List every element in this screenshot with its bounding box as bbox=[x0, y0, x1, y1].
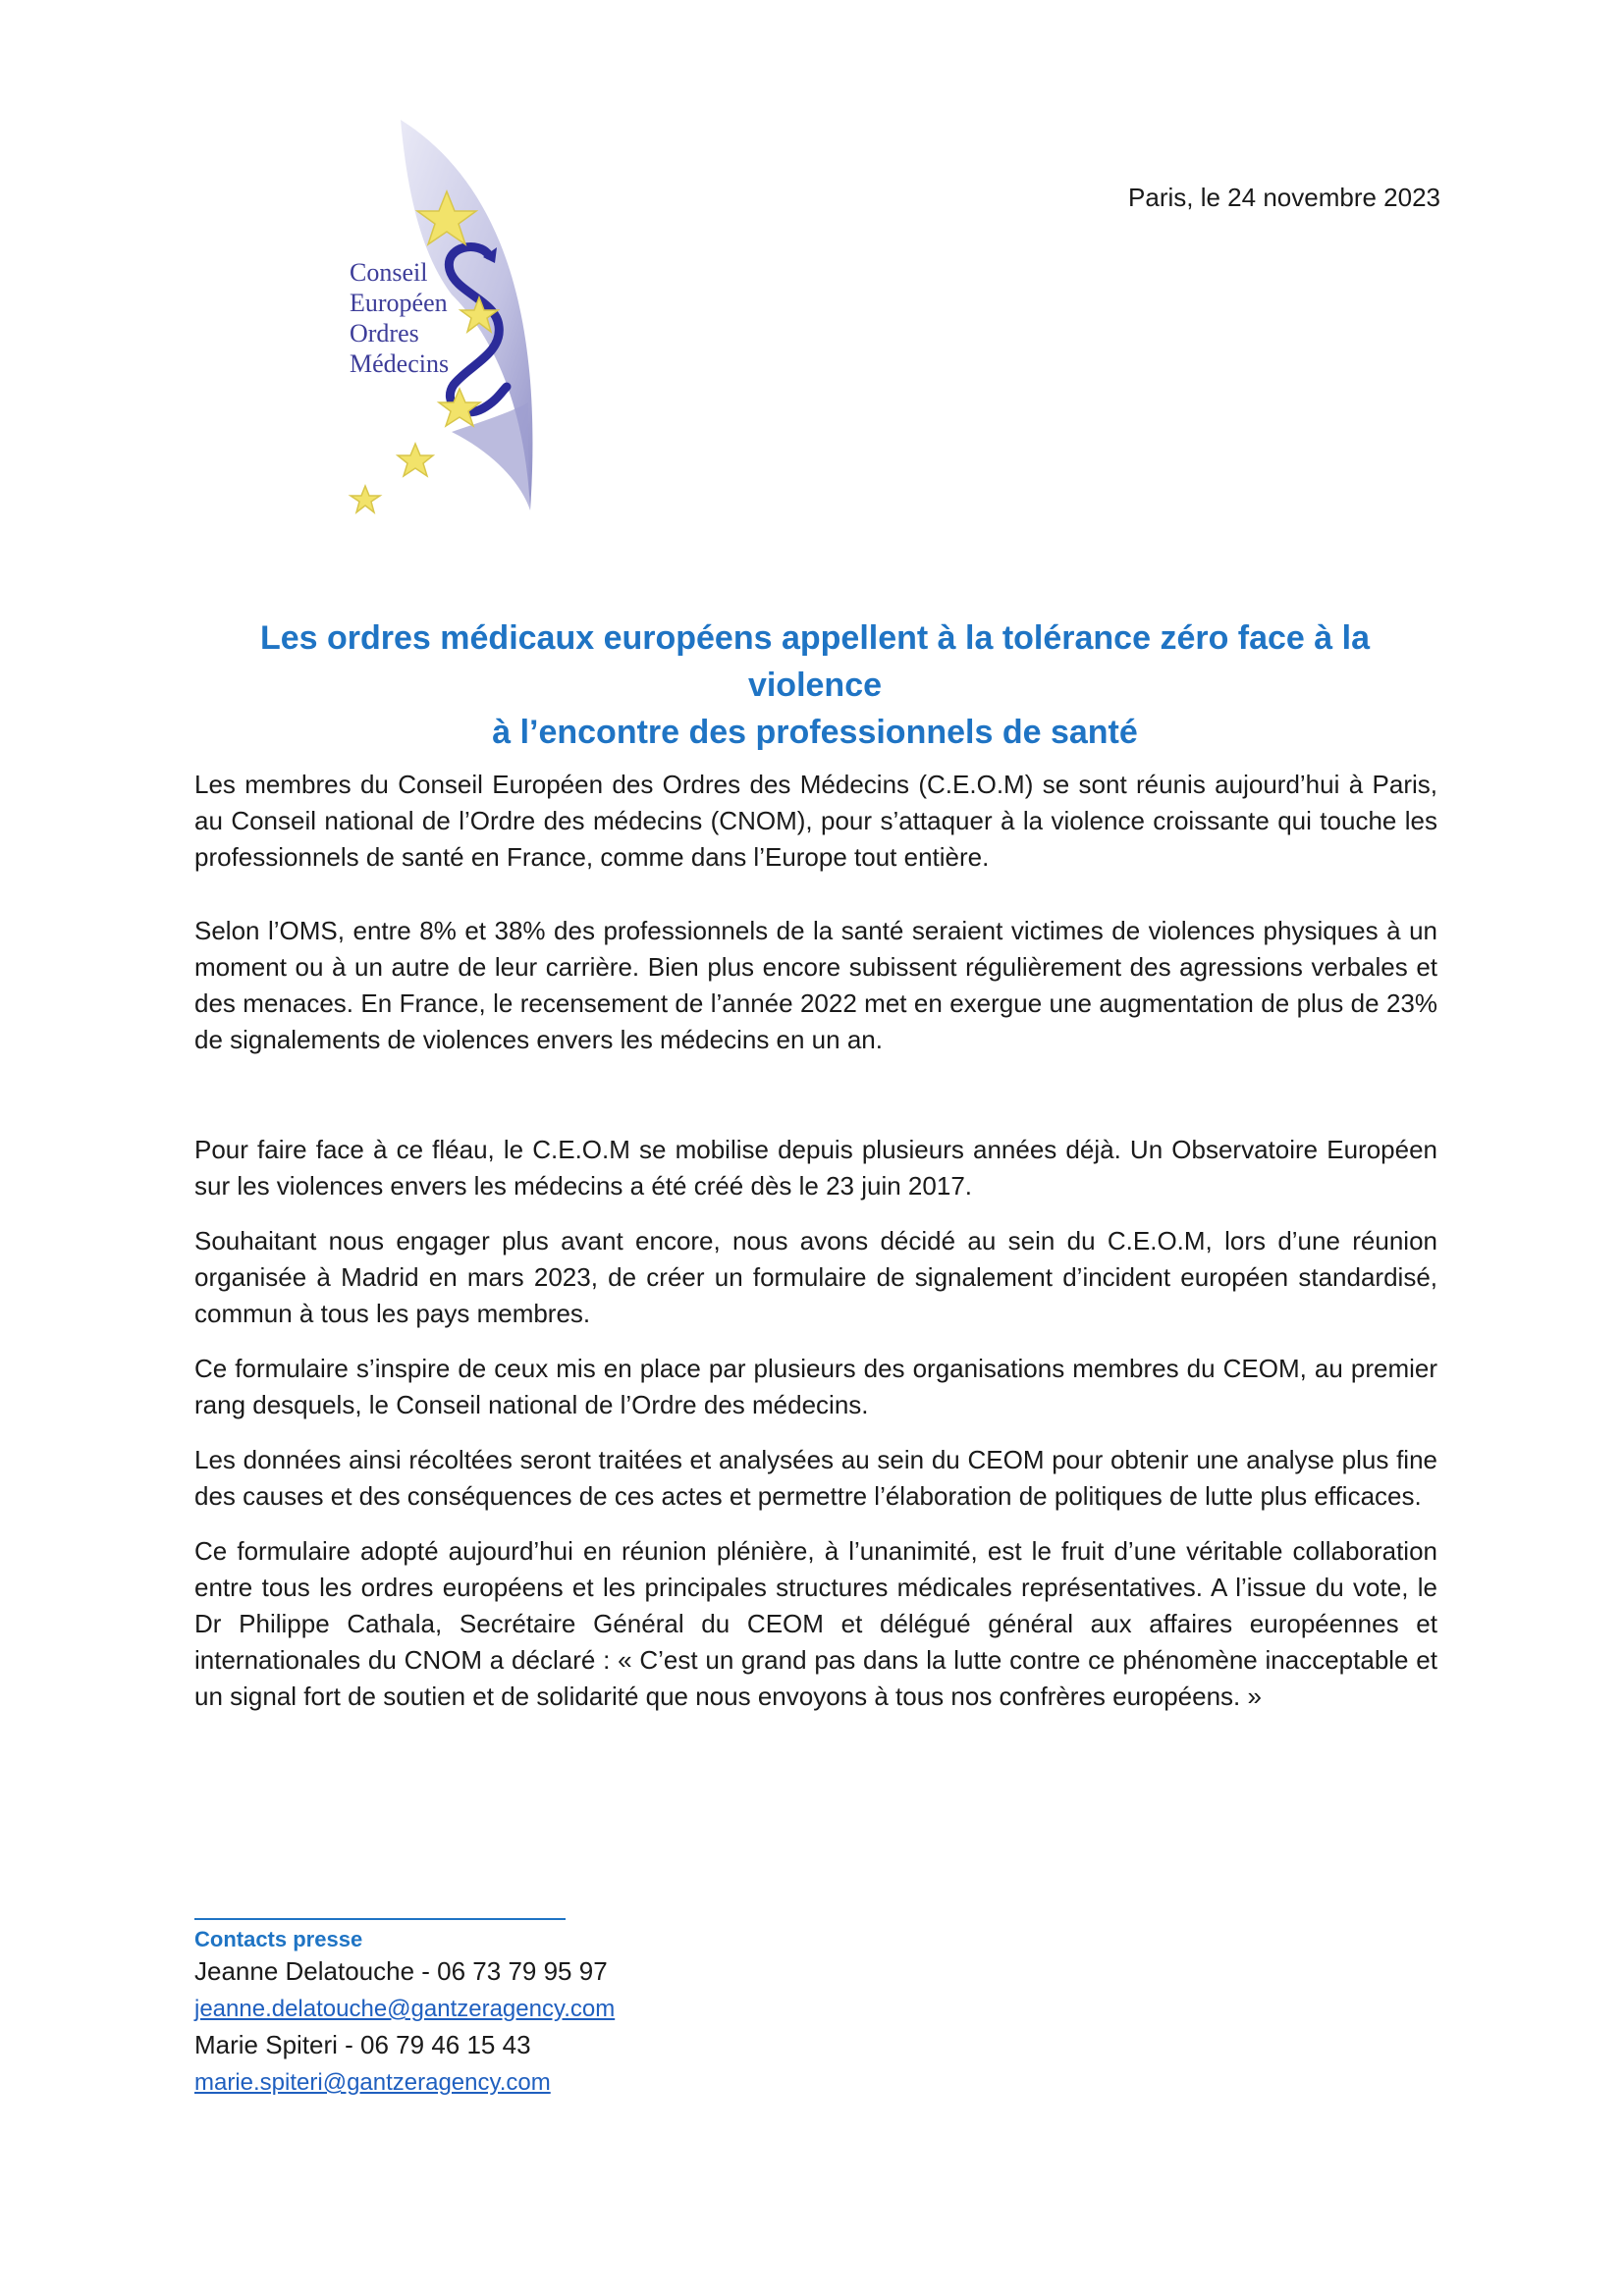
logo-wordmark bbox=[350, 257, 449, 379]
star-icon bbox=[439, 389, 480, 426]
contact-row bbox=[194, 2027, 882, 2101]
press-contacts bbox=[194, 1918, 882, 2101]
title-line-1: Les ordres médicaux européens appellent à la tolérance zéro face à la violence bbox=[259, 619, 1371, 704]
body-paragraph: Les données ainsi récoltées seront traitées et analysées au sein du CEOM pour obtenir une analyse plus fine des causes et des conséquences de ces actes et permettre l’élaboration de politiques de lutte plus efficaces. bbox=[194, 1445, 1437, 1511]
press-release-body bbox=[194, 767, 1437, 1715]
date-line: Paris, le 24 novembre 2023 bbox=[1128, 183, 1440, 212]
body-paragraph: Les membres du Conseil Européen des Ordres des Médecins (C.E.O.M) se sont réunis aujourd’hui à Paris, au Conseil national de l’Ordre des médecins (CNOM), pour s’attaquer à la violence croissante qui touche les professionnels de santé en France, comme dans l’Europe tout entière. bbox=[194, 770, 1437, 872]
star-icon bbox=[398, 444, 433, 476]
body-paragraph: Ce formulaire s’inspire de ceux mis en place par plusieurs des organisations membres du CEOM, au premier rang desquels, le Conseil national de l’Ordre des médecins. bbox=[194, 1354, 1437, 1419]
logo-line: Européen bbox=[350, 289, 448, 317]
contacts-divider bbox=[194, 1918, 566, 1920]
body-paragraph: Ce formulaire adopté aujourd’hui en réunion plénière, à l’unanimité, est le fruit d’une véritable collaboration entre tous les ordres européens et les principales structures médicales représentatives. A l’issue du vote, le Dr Philippe Cathala, Secrétaire Général du CEOM et délégué général aux affaires européennes et internationales du CNOM a déclaré : « C’est un grand pas dans la lutte contre ce phénomène inacceptable et un signal fort de soutien et de solidarité que nous envoyons à tous nos confrères européens. » bbox=[194, 1536, 1437, 1711]
contact-email-link[interactable]: marie.spiteri@gantzeragency.com bbox=[194, 2069, 551, 2096]
contact-name-phone: Jeanne Delatouche - 06 73 79 95 97 bbox=[194, 1956, 608, 1986]
title-line-2: à l’encontre des professionnels de santé bbox=[492, 714, 1138, 751]
body-paragraph: Pour faire face à ce fléau, le C.E.O.M se mobilise depuis plusieurs années déjà. Un Observatoire Européen sur les violences envers les médecins a été créé dès le 23 juin 2017. bbox=[194, 1135, 1437, 1201]
logo-line: Conseil bbox=[350, 258, 428, 287]
logo-line: Médecins bbox=[350, 349, 450, 378]
contact-name-phone: Marie Spiteri - 06 79 46 15 43 bbox=[194, 2030, 531, 2059]
contact-email-link[interactable]: jeanne.delatouche@gantzeragency.com bbox=[194, 1996, 616, 2022]
logo-line: Ordres bbox=[350, 319, 419, 347]
body-paragraph: Souhaitant nous engager plus avant encore, nous avons décidé au sein du C.E.O.M, lors d’une réunion organisée à Madrid en mars 2023, de créer un formulaire de signalement d’incident européen standardisé, commun à tous les pays membres. bbox=[194, 1226, 1437, 1328]
star-icon bbox=[351, 486, 380, 512]
contacts-heading: Contacts presse bbox=[194, 1927, 363, 1951]
body-paragraph: Selon l’OMS, entre 8% et 38% des professionnels de la santé seraient victimes de violences physiques à un moment ou à un autre de leur carrière. Bien plus encore subissent régulièrement des agressions verbales et des menaces. En France, le recensement de l’année 2022 met en exergue une augmentation de plus de 23% de signalements de violences envers les médecins en un an. bbox=[194, 916, 1437, 1054]
contact-row bbox=[194, 1953, 882, 2027]
press-release-title bbox=[191, 614, 1438, 756]
